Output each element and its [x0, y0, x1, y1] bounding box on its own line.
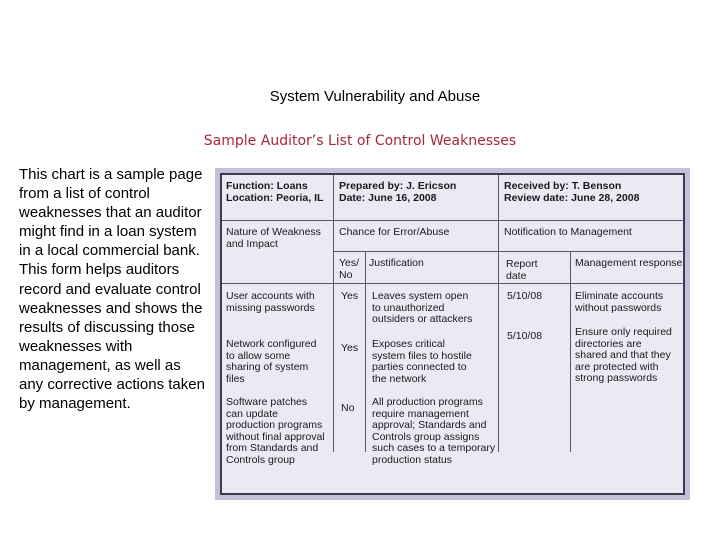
- col-notification: Notification to Management: [504, 226, 632, 238]
- col-nature-of-weakness: Nature of Weakness and Impact: [226, 226, 321, 250]
- auditor-form-image: [215, 168, 690, 500]
- row-3-weakness: Software patches can update production programs without final approval from Standards and Controls group: [226, 396, 325, 466]
- row-3-yes-no: No: [341, 402, 355, 414]
- slide-subtitle: Sample Auditor’s List of Control Weaknesses: [203, 133, 517, 149]
- row-2-response: Ensure only required directories are shared and that they are protected with strong passwords: [575, 326, 672, 384]
- form-function: Function: Loans: [226, 180, 308, 192]
- column-divider-date: [570, 251, 571, 452]
- header-divider: [222, 220, 683, 221]
- col-chance-for-error: Chance for Error/Abuse: [339, 226, 450, 238]
- row-1-weakness: User accounts with missing passwords: [226, 290, 315, 314]
- row-2-report-date: 5/10/08: [507, 330, 543, 342]
- col-justification: Justification: [369, 257, 424, 269]
- form-review-date: Review date: June 28, 2008: [504, 192, 640, 204]
- form-received-by: Received by: T. Benson: [504, 180, 622, 192]
- form-prepared-by: Prepared by: J. Ericson: [339, 180, 457, 192]
- form-location: Location: Peoria, IL: [226, 192, 324, 204]
- row-3-justification: All production programs require management approval; Standards and Controls group assigns such cases to a temporary production status: [372, 396, 496, 466]
- row-2-weakness: Network configured to allow some sharing of system files: [226, 338, 317, 385]
- column-divider-yesno: [365, 251, 366, 452]
- row-1-response: Eliminate accounts without passwords: [575, 290, 664, 314]
- auditor-form: [220, 173, 685, 495]
- col-yes-no: Yes/ No: [339, 257, 360, 281]
- row-1-justification: Leaves system open to unauthorized outsiders or attackers: [372, 290, 473, 325]
- row-2-justification: Exposes critical system files to hostile parties connected to the network: [372, 338, 472, 385]
- slide-title: System Vulnerability and Abuse: [269, 88, 481, 105]
- col-report-date: Report date: [506, 258, 538, 282]
- col-management-response: Management response: [575, 257, 683, 269]
- subheader-divider: [333, 251, 683, 252]
- column-header-divider: [222, 283, 683, 284]
- row-1-report-date: 5/10/08: [507, 290, 543, 302]
- row-1-yes-no: Yes: [341, 290, 359, 302]
- column-divider-1: [333, 175, 334, 452]
- column-divider-2: [498, 175, 499, 452]
- description-text: This chart is a sample page from a list of control weaknesses that an auditor might find in a loan system in a local commercial bank. This form helps auditors record and evaluate control weaknesses and shows the results of discussing those weaknesses with management, as well as any corrective actions taken by management.: [19, 166, 205, 413]
- row-2-yes-no: Yes: [341, 342, 359, 354]
- form-date: Date: June 16, 2008: [339, 192, 437, 204]
